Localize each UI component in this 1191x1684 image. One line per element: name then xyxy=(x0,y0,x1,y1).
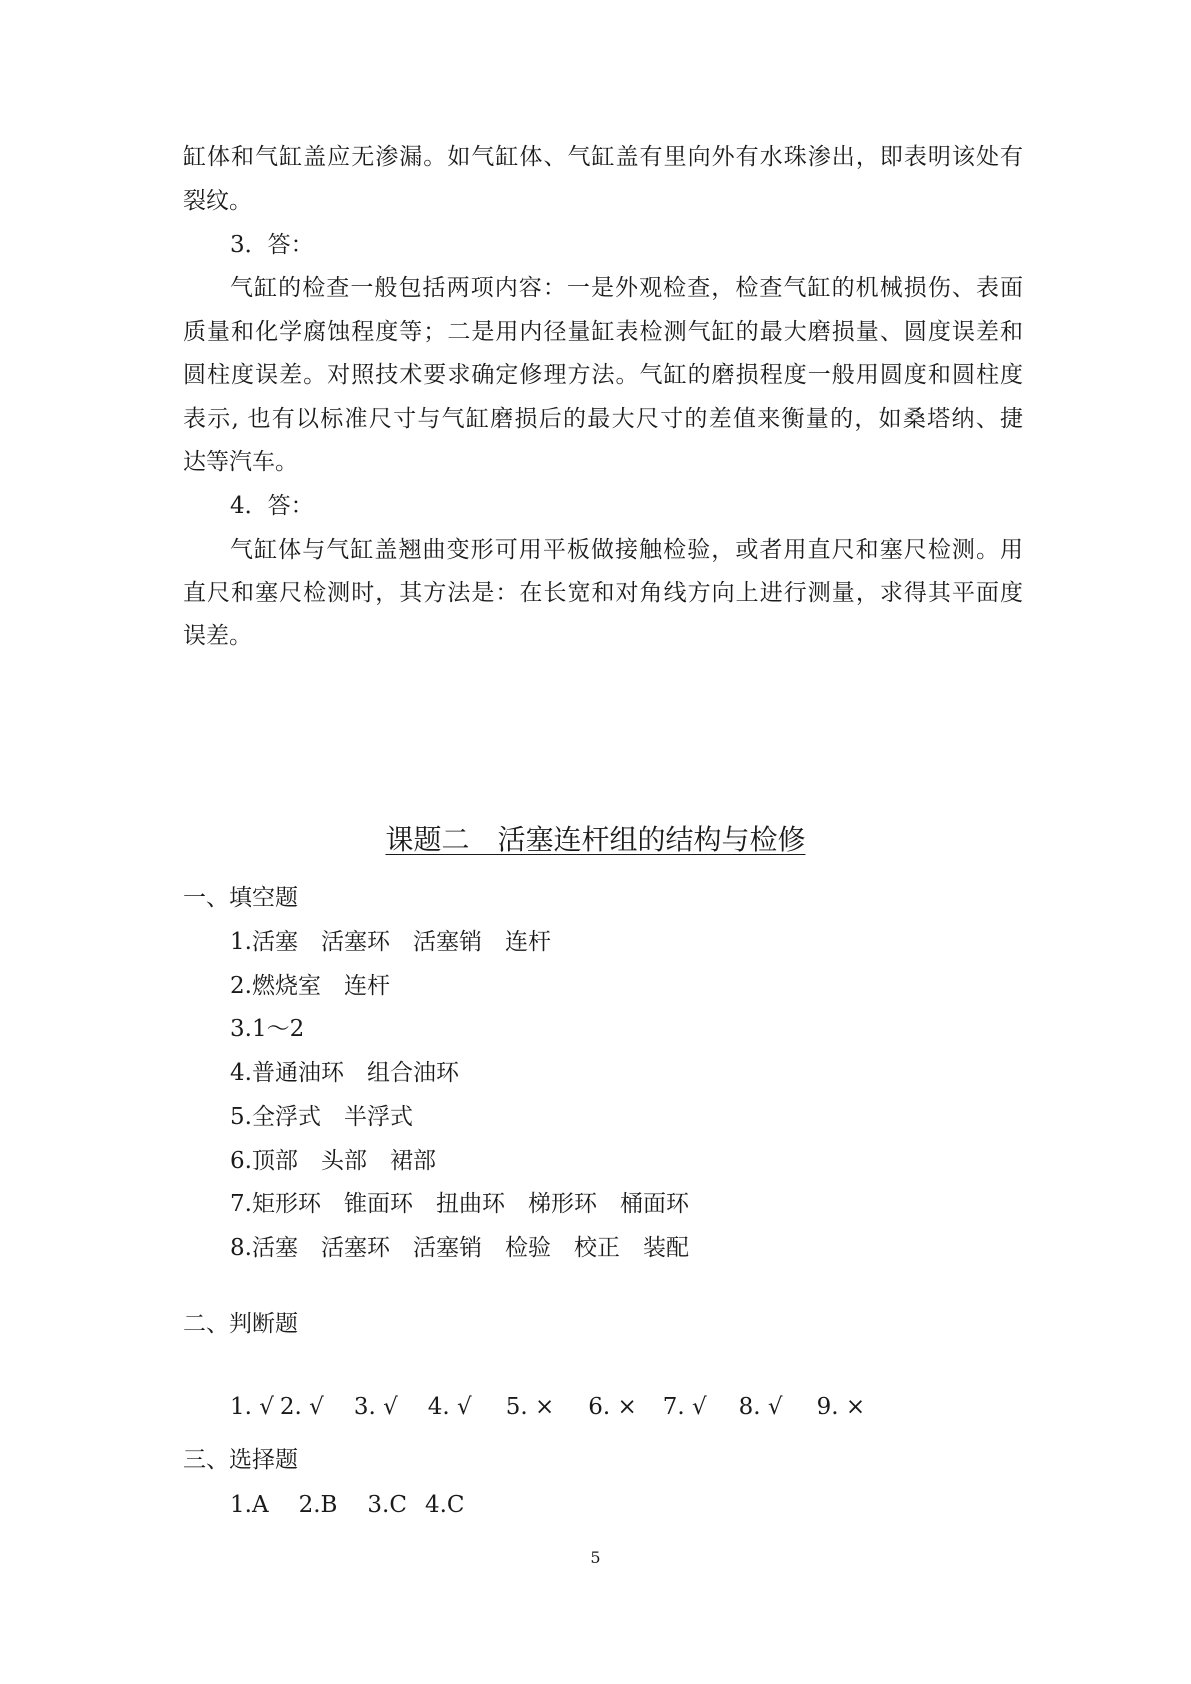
judgment-answer: 4. √ xyxy=(427,1394,472,1420)
paragraph-line: 达等汽车。 xyxy=(183,449,298,475)
paragraph-line: 气缸的检查一般包括两项内容：一是外观检查，检查气缸的机械损伤、表面 xyxy=(230,275,1023,301)
judgment-answer: 6. × xyxy=(588,1394,637,1420)
choice-answer: 3.C xyxy=(367,1492,407,1518)
paragraph-line: 气缸体与气缸盖翘曲变形可用平板做接触检验，或者用直尺和塞尺检测。用 xyxy=(230,537,1023,563)
answer-label: 4．答： xyxy=(230,493,314,519)
paragraph-line: 表示, 也有以标准尺寸与气缸磨损后的最大尺寸的差值来衡量的，如桑塔纳、捷 xyxy=(183,406,1023,432)
section-title: 课题二 活塞连杆组的结构与检修 xyxy=(385,823,806,856)
judgment-answer: 5. × xyxy=(505,1394,555,1420)
paragraph-line: 质量和化学腐蚀程度等；二是用内径量缸表检测气缸的最大磨损量、圆度误差和 xyxy=(183,319,1023,345)
judgment-heading: 二、判断题 xyxy=(183,1311,298,1337)
fill-blank-item: 5.全浮式 半浮式 xyxy=(230,1104,413,1130)
choice-answers xyxy=(230,1490,1070,1520)
fill-blank-item: 7.矩形环 锥面环 扭曲环 梯形环 桶面环 xyxy=(230,1191,689,1217)
paragraph-line: 圆柱度误差。对照技术要求确定修理方法。气缸的磨损程度一般用圆度和圆柱度 xyxy=(183,362,1023,388)
judgment-answers xyxy=(230,1392,1070,1422)
fill-blank-item: 6.顶部 头部 裙部 xyxy=(230,1148,436,1174)
fill-blank-heading: 一、填空题 xyxy=(183,885,298,911)
choice-answer: 1.A xyxy=(230,1492,269,1518)
fill-blank-item: 2.燃烧室 连杆 xyxy=(230,973,390,999)
judgment-answer: 7. √ xyxy=(662,1394,707,1420)
fill-blank-item: 1.活塞 活塞环 活塞销 连杆 xyxy=(230,929,551,955)
fill-blank-item: 4.普通油环 组合油环 xyxy=(230,1060,459,1086)
choice-answer: 2.B xyxy=(298,1492,338,1518)
judgment-answer: 1. √ xyxy=(230,1394,274,1420)
page-number: 5 xyxy=(590,1548,601,1567)
choice-heading: 三、选择题 xyxy=(183,1447,298,1473)
paragraph-line: 误差。 xyxy=(183,623,252,649)
paragraph-line: 裂纹。 xyxy=(183,188,252,214)
judgment-answer: 2. √ xyxy=(279,1394,324,1420)
judgment-answer: 3. √ xyxy=(353,1394,398,1420)
paragraph-line: 直尺和塞尺检测时，其方法是：在长宽和对角线方向上进行测量，求得其平面度 xyxy=(183,580,1023,606)
judgment-answer: 9. × xyxy=(816,1394,866,1420)
paragraph-line: 缸体和气缸盖应无渗漏。如气缸体、气缸盖有里向外有水珠渗出，即表明该处有 xyxy=(183,144,1023,170)
fill-blank-item: 3.1～2 xyxy=(230,1016,305,1042)
choice-answer: 4.C xyxy=(424,1492,465,1518)
answer-label: 3．答： xyxy=(230,232,314,258)
judgment-answer: 8. √ xyxy=(738,1394,783,1420)
fill-blank-item: 8.活塞 活塞环 活塞销 检验 校正 装配 xyxy=(230,1235,689,1261)
